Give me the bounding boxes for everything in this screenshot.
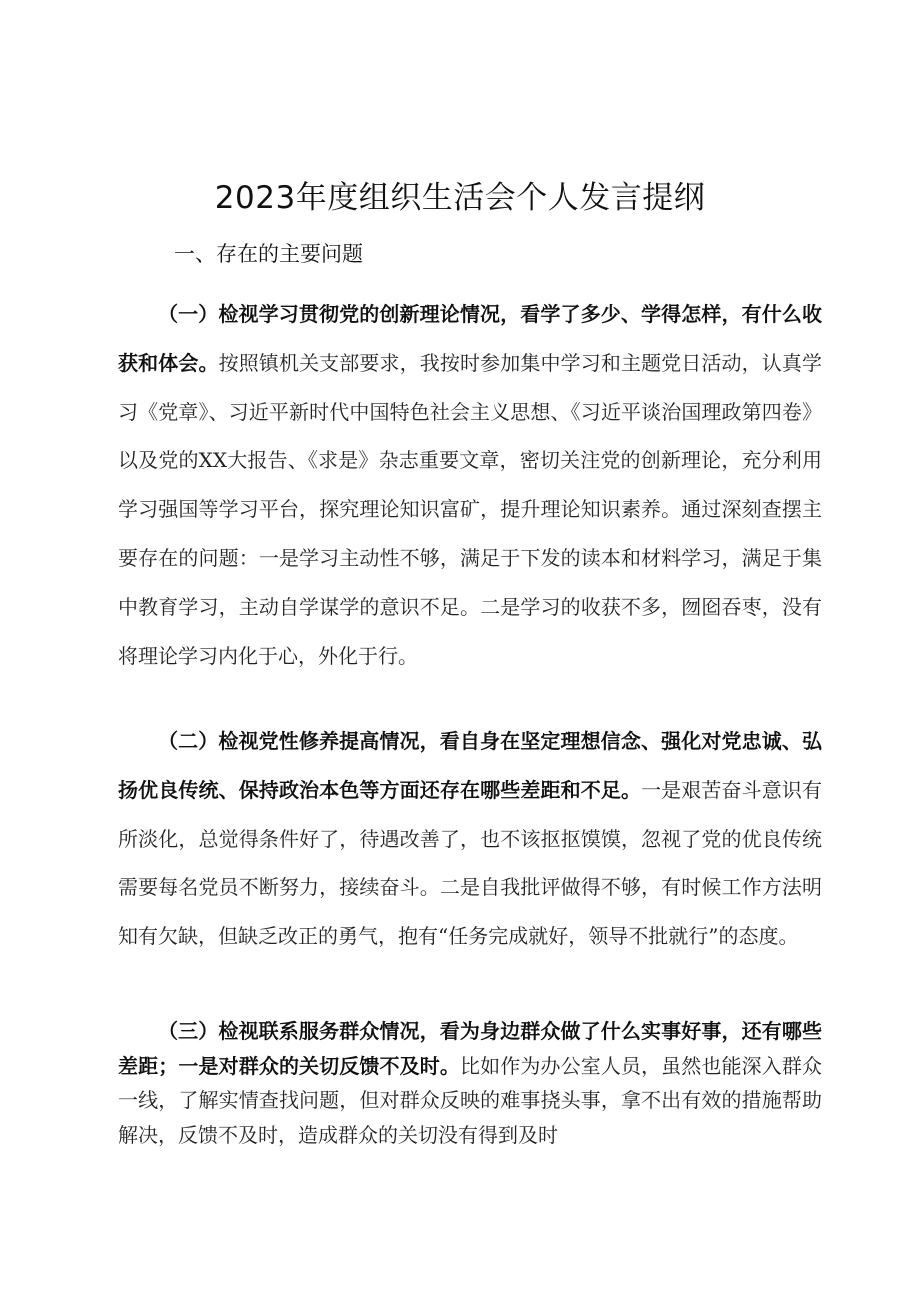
paragraph-2-lead: （二）检视党性修养提高情况，看自身在坚定理想信念、强化对党忠诚、弘扬优良传统、保持政治本色等方面还存在哪些差距和不足。 bbox=[118, 729, 822, 802]
paragraph-1-lead: （一）检视学习贯彻党的创新理论情况，看学了多少、学得怎样，有什么收获和体会。 bbox=[118, 302, 822, 375]
section-heading: 一、存在的主要问题 bbox=[174, 242, 363, 266]
paragraph-3-lead: （三）检视联系服务群众情况，看为身边群众做了什么实事好事，还有哪些差距；一是对群众的关切反馈不及时。 bbox=[118, 1019, 822, 1078]
paragraph-2 bbox=[118, 717, 822, 961]
paragraph-3 bbox=[118, 1014, 822, 1153]
paragraph-3-body: 比如作为办公室人员，虽然也能深入群众一线，了解实情查找问题，但对群众反映的难事挠头事，拿不出有效的措施帮助解决，反馈不及时，造成群众的关切没有得到及时 bbox=[118, 1053, 822, 1148]
document-title: 2023年度组织生活会个人发言提纲 bbox=[214, 180, 706, 216]
paragraph-1-body: 按照镇机关支部要求，我按时参加集中学习和主题党日活动，认真学习《党章》、习近平新时代中国特色社会主义思想、《习近平谈治国理政第四卷》以及党的XX大报告、《求是》杂志重要文章，密切关注党的创新理论，充分利用学习强国等学习平台，探究理论知识富矿，提升理论知识素养。通过深刻查摆主要存在的问题：一是学习主动性不够，满足于下发的读本和材料学习，满足于集中教育学习，主动自学谋学的意识不足。二是学习的收获不多，囫囵吞枣，没有将理论学习内化于心，外化于行。 bbox=[118, 350, 823, 668]
paragraph-2-body: 一是艰苦奋斗意识有所淡化，总觉得条件好了，待遇改善了，也不该抠抠馍馍，忽视了党的优良传统需要每名党员不断努力，接续奋斗。二是自我批评做得不够，有时候工作方法明知有欠缺，但缺乏改正的勇气，抱有“任务完成就好，领导不批就行”的态度。 bbox=[118, 777, 823, 949]
paragraph-1 bbox=[118, 290, 822, 680]
